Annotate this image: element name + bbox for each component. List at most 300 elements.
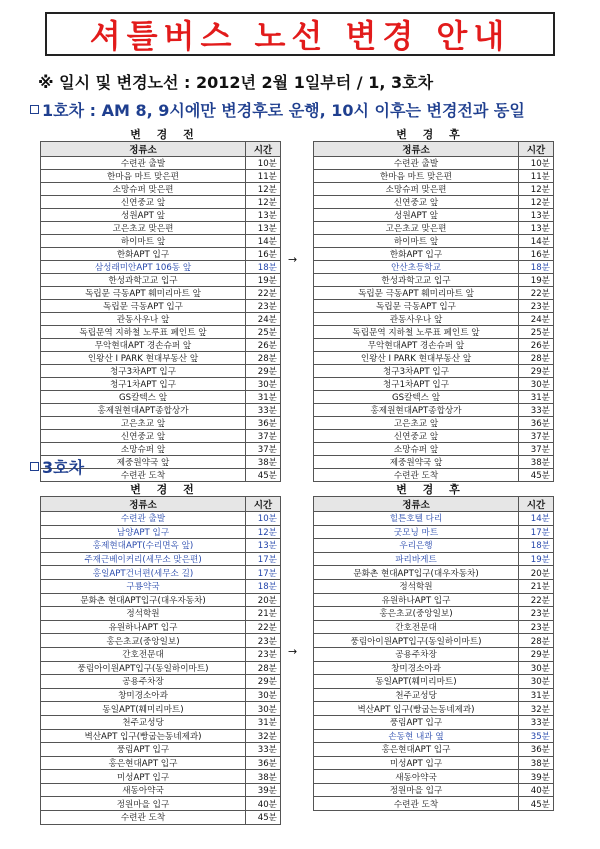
stop-name: 소망슈퍼 맞은편 [314, 183, 519, 196]
table-row [41, 715, 281, 729]
stop-time: 30분 [246, 378, 281, 391]
stop-time: 16분 [246, 248, 281, 261]
table-row [41, 287, 281, 300]
stop-name: 수련관 도착 [41, 811, 246, 825]
stop-time: 25분 [246, 326, 281, 339]
stop-name: 풍림APT 입구 [314, 715, 519, 729]
table-row [41, 261, 281, 274]
stop-name: 청구3차APT 입구 [41, 365, 246, 378]
stop-name: 인왕산 I PARK 현대부동산 앞 [41, 352, 246, 365]
stop-name: 홍은현대APT 입구 [314, 743, 519, 757]
stop-time: 18분 [519, 539, 554, 553]
table-row [41, 512, 281, 526]
table-row [41, 634, 281, 648]
stop-time: 25분 [519, 326, 554, 339]
section1-after-table [313, 141, 554, 482]
stop-time: 40분 [246, 797, 281, 811]
stop-header: 정류소 [314, 142, 519, 157]
section3-before-table [40, 496, 281, 825]
table-row [314, 365, 554, 378]
stop-name: 미성APT 입구 [314, 756, 519, 770]
stop-time: 22분 [519, 287, 554, 300]
stop-name: 홍제원현대APT종합상가 [314, 404, 519, 417]
stop-name: 풍림아이원APT입구(동일하이마트) [41, 661, 246, 675]
stop-name: 한마음 마트 맞은편 [314, 170, 519, 183]
stop-time: 39분 [519, 770, 554, 784]
stop-time: 17분 [519, 525, 554, 539]
stop-time: 12분 [246, 525, 281, 539]
table-row [41, 552, 281, 566]
table-row [41, 783, 281, 797]
table-row [314, 539, 554, 553]
table-row [314, 647, 554, 661]
table-row [314, 566, 554, 580]
stop-time: 22분 [519, 593, 554, 607]
table-row [314, 209, 554, 222]
stop-name: 한성과학고교 입구 [41, 274, 246, 287]
table-row [41, 811, 281, 825]
stop-time: 20분 [246, 593, 281, 607]
stop-time: 19분 [519, 274, 554, 287]
section1-heading-text: 1호차 : AM 8, 9시에만 변경후로 운행, 10시 이후는 변경전과 동일 [42, 101, 525, 120]
checkbox-icon [30, 462, 39, 471]
stop-time: 11분 [246, 170, 281, 183]
stop-name: 관동사우나 앞 [41, 313, 246, 326]
table-row [314, 702, 554, 716]
stop-name: 정석학원 [41, 607, 246, 621]
stop-name: 성원APT 앞 [41, 209, 246, 222]
table-row [314, 404, 554, 417]
table-row [314, 661, 554, 675]
stop-name: 청구1차APT 입구 [314, 378, 519, 391]
stop-time: 37분 [246, 443, 281, 456]
stop-time: 14분 [519, 512, 554, 526]
table-row [41, 417, 281, 430]
stop-time: 39분 [246, 783, 281, 797]
stop-name: 홍은초교(중앙일보) [41, 634, 246, 648]
stop-time: 33분 [519, 404, 554, 417]
stop-name: 하이마트 앞 [41, 235, 246, 248]
stop-name: 홍제현대APT(수리면옥 앞) [41, 539, 246, 553]
stop-time: 13분 [519, 209, 554, 222]
stop-name: 수련관 출발 [41, 512, 246, 526]
stop-name: 동일APT(훼미리마트) [41, 702, 246, 716]
section1-before-label: 변 경 전 [130, 128, 200, 141]
stop-name: 신연중교 앞 [41, 196, 246, 209]
table-row [41, 756, 281, 770]
stop-name: 하이마트 앞 [314, 235, 519, 248]
stop-name: 홍은초교(중앙일보) [314, 607, 519, 621]
stop-name: 구룡약국 [41, 579, 246, 593]
stop-name: 천주교성당 [41, 715, 246, 729]
table-row [41, 300, 281, 313]
stop-time: 32분 [519, 702, 554, 716]
stop-time: 29분 [519, 647, 554, 661]
table-row [41, 620, 281, 634]
stop-time: 10분 [246, 512, 281, 526]
stop-time: 19분 [246, 274, 281, 287]
stop-time: 12분 [519, 183, 554, 196]
table-row [314, 675, 554, 689]
table-row [41, 248, 281, 261]
subtitle: ※ 일시 및 변경노선 : 2012년 2월 1일부터 / 1, 3호차 [38, 73, 434, 92]
stop-time: 13분 [246, 209, 281, 222]
stop-name: 창미경소아과 [314, 661, 519, 675]
stop-time: 13분 [246, 222, 281, 235]
stop-time: 23분 [519, 607, 554, 621]
stop-name: 풍림아이원APT입구(동일하이마트) [314, 634, 519, 648]
table-row [314, 183, 554, 196]
stop-name: 성원APT 앞 [314, 209, 519, 222]
table-row [41, 443, 281, 456]
stop-name: 수련관 출발 [41, 157, 246, 170]
table-row [314, 620, 554, 634]
stop-name: 천주교성당 [314, 688, 519, 702]
stop-name: GS칼텍스 앞 [314, 391, 519, 404]
table-row [41, 797, 281, 811]
table-row [314, 688, 554, 702]
table-row [41, 222, 281, 235]
stop-time: 23분 [519, 300, 554, 313]
stop-name: 신연중교 앞 [314, 196, 519, 209]
stop-name: 고은초교 맞은편 [314, 222, 519, 235]
stop-time: 18분 [246, 579, 281, 593]
stop-time: 16분 [519, 248, 554, 261]
stop-time: 38분 [246, 456, 281, 469]
stop-time: 28분 [519, 352, 554, 365]
stop-name: 청구1차APT 입구 [41, 378, 246, 391]
section1-before-table [40, 141, 281, 482]
stop-time: 14분 [519, 235, 554, 248]
stop-name: 고은초교 맞은편 [41, 222, 246, 235]
stop-name: 독립문 극동APT 입구 [314, 300, 519, 313]
table-row [41, 579, 281, 593]
stop-time: 30분 [519, 675, 554, 689]
stop-time: 11분 [519, 170, 554, 183]
table-row [314, 579, 554, 593]
section3-heading-text: 3호차 [42, 458, 85, 477]
time-header: 시간 [519, 142, 554, 157]
table-row [314, 261, 554, 274]
table-row [41, 729, 281, 743]
stop-time: 28분 [519, 634, 554, 648]
stop-time: 37분 [246, 430, 281, 443]
stop-name: 안산초등학교 [314, 261, 519, 274]
stop-name: 새동아약국 [41, 783, 246, 797]
table-row [41, 326, 281, 339]
stop-time: 31분 [246, 391, 281, 404]
table-row [41, 391, 281, 404]
stop-time: 45분 [246, 469, 281, 482]
stop-time: 12분 [246, 183, 281, 196]
table-header [41, 142, 281, 157]
stop-header: 정류소 [314, 497, 519, 512]
stop-name: 간호전문대 [314, 620, 519, 634]
table-row [314, 512, 554, 526]
table-row [314, 235, 554, 248]
stop-name: 공용주차장 [314, 647, 519, 661]
table-row [41, 430, 281, 443]
stop-time: 45분 [519, 469, 554, 482]
table-row [41, 607, 281, 621]
stop-time: 31분 [246, 715, 281, 729]
stop-name: 벽산APT 입구(빵굽는동네제과) [314, 702, 519, 716]
section3-before-label: 변 경 전 [130, 483, 200, 496]
table-row [314, 274, 554, 287]
table-row [314, 222, 554, 235]
stop-name: 독립문 극동APT 입구 [41, 300, 246, 313]
stop-time: 29분 [519, 365, 554, 378]
stop-time: 32분 [246, 729, 281, 743]
stop-time: 18분 [519, 261, 554, 274]
stop-name: 신연중교 앞 [41, 430, 246, 443]
section3-after-table [313, 496, 554, 811]
stop-name: 수련관 도착 [41, 469, 246, 482]
stop-name: 홍제원현대APT종합상가 [41, 404, 246, 417]
stop-name: 힐튼호텔 다리 [314, 512, 519, 526]
stop-time: 22분 [246, 287, 281, 300]
table-row [314, 443, 554, 456]
time-header: 시간 [246, 497, 281, 512]
stop-header: 정류소 [41, 142, 246, 157]
stop-time: 35분 [519, 729, 554, 743]
page-title: 셔틀버스 노선 변경 안내 [89, 17, 511, 55]
stop-time: 10분 [246, 157, 281, 170]
stop-name: 무악현대APT 경손슈퍼 앞 [41, 339, 246, 352]
table-row [314, 469, 554, 482]
stop-name: 동일APT(훼미리마트) [314, 675, 519, 689]
time-header: 시간 [246, 142, 281, 157]
table-row [41, 170, 281, 183]
stop-name: 홍일APT건너편(세무소 길) [41, 566, 246, 580]
table-header [314, 497, 554, 512]
stop-time: 12분 [519, 196, 554, 209]
stop-name: 제중원약국 앞 [314, 456, 519, 469]
table-row [314, 378, 554, 391]
stop-name: 벽산APT 입구(빵굽는동네제과) [41, 729, 246, 743]
stop-name: 유원하나APT 입구 [41, 620, 246, 634]
stop-time: 28분 [246, 352, 281, 365]
stop-name: 우리은행 [314, 539, 519, 553]
stop-name: 간호전문대 [41, 647, 246, 661]
stop-time: 36분 [246, 417, 281, 430]
stop-name: 한화APT 입구 [314, 248, 519, 261]
stop-time: 45분 [246, 811, 281, 825]
stop-time: 38분 [246, 770, 281, 784]
stop-name: 풍림APT 입구 [41, 743, 246, 757]
stop-time: 31분 [519, 688, 554, 702]
stop-time: 18분 [246, 261, 281, 274]
stop-time: 29분 [246, 675, 281, 689]
stop-time: 37분 [519, 430, 554, 443]
table-row [314, 248, 554, 261]
stop-time: 40분 [519, 783, 554, 797]
table-row [314, 729, 554, 743]
table-row [314, 339, 554, 352]
section3-after-label: 변 경 후 [396, 483, 466, 496]
table-row [314, 417, 554, 430]
stop-name: 삼성래미안APT 106동 앞 [41, 261, 246, 274]
table-row [41, 157, 281, 170]
stop-name: 관동사우나 앞 [314, 313, 519, 326]
stop-time: 33분 [519, 715, 554, 729]
stop-name: 소망슈퍼 앞 [41, 443, 246, 456]
stop-time: 36분 [246, 756, 281, 770]
stop-time: 26분 [246, 339, 281, 352]
section3-heading [30, 455, 84, 478]
stop-time: 38분 [519, 456, 554, 469]
section1-after-label: 변 경 후 [396, 128, 466, 141]
table-row [314, 552, 554, 566]
table-row [41, 352, 281, 365]
table-header [41, 497, 281, 512]
stop-name: 파리바게트 [314, 552, 519, 566]
stop-time: 23분 [519, 620, 554, 634]
table-row [314, 770, 554, 784]
title-box [45, 12, 555, 56]
stop-name: 문화촌 현대APT입구(대우자동차) [314, 566, 519, 580]
stop-time: 23분 [246, 300, 281, 313]
stop-name: 손동현 내과 옆 [314, 729, 519, 743]
stop-name: 소망슈퍼 맞은편 [41, 183, 246, 196]
table-row [41, 404, 281, 417]
table-row [41, 183, 281, 196]
table-row [41, 525, 281, 539]
stop-time: 23분 [246, 634, 281, 648]
stop-time: 29분 [246, 365, 281, 378]
table-row [314, 326, 554, 339]
table-row [41, 209, 281, 222]
table-row [41, 196, 281, 209]
stop-name: GS칼텍스 앞 [41, 391, 246, 404]
stop-time: 13분 [246, 539, 281, 553]
stop-time: 10분 [519, 157, 554, 170]
stop-name: 한마음 마트 맞은편 [41, 170, 246, 183]
stop-name: 공용주차장 [41, 675, 246, 689]
stop-name: 인왕산 I PARK 현대부동산 앞 [314, 352, 519, 365]
table-row [314, 456, 554, 469]
stop-time: 17분 [246, 552, 281, 566]
stop-time: 38분 [519, 756, 554, 770]
stop-header: 정류소 [41, 497, 246, 512]
stop-time: 30분 [519, 661, 554, 675]
table-row [314, 196, 554, 209]
table-row [41, 378, 281, 391]
stop-name: 독립문역 지하철 노루표 페인트 앞 [41, 326, 246, 339]
stop-name: 정원마을 입구 [314, 783, 519, 797]
table-row [314, 743, 554, 757]
stop-name: 주재근베이커리(세무소 맞은편) [41, 552, 246, 566]
table-row [41, 661, 281, 675]
stop-time: 21분 [246, 607, 281, 621]
stop-time: 28분 [246, 661, 281, 675]
table-row [41, 593, 281, 607]
stop-time: 30분 [519, 378, 554, 391]
stop-name: 홍은현대APT 입구 [41, 756, 246, 770]
stop-name: 유원하나APT 입구 [314, 593, 519, 607]
stop-time: 36분 [519, 417, 554, 430]
stop-time: 21분 [519, 579, 554, 593]
stop-name: 미성APT 입구 [41, 770, 246, 784]
table-row [314, 391, 554, 404]
table-row [314, 352, 554, 365]
table-row [314, 593, 554, 607]
stop-time: 12분 [246, 196, 281, 209]
stop-time: 36분 [519, 743, 554, 757]
stop-time: 33분 [246, 404, 281, 417]
table-row [41, 339, 281, 352]
table-row [314, 430, 554, 443]
stop-name: 신연중교 앞 [314, 430, 519, 443]
stop-name: 청구3차APT 입구 [314, 365, 519, 378]
table-row [314, 157, 554, 170]
stop-name: 제중원약국 앞 [41, 456, 246, 469]
table-row [314, 607, 554, 621]
table-row [314, 634, 554, 648]
table-row [41, 770, 281, 784]
table-row [41, 566, 281, 580]
table-row [41, 675, 281, 689]
table-row [314, 313, 554, 326]
stop-time: 20분 [519, 566, 554, 580]
table-row [314, 756, 554, 770]
stop-time: 30분 [246, 688, 281, 702]
stop-time: 31분 [519, 391, 554, 404]
stop-name: 한성과학고교 입구 [314, 274, 519, 287]
stop-name: 수련관 도착 [314, 797, 519, 811]
stop-time: 13분 [519, 222, 554, 235]
stop-name: 창미경소아과 [41, 688, 246, 702]
table-row [41, 274, 281, 287]
stop-time: 23분 [246, 647, 281, 661]
stop-name: 독립문 극동APT 훼미리마트 앞 [314, 287, 519, 300]
time-header: 시간 [519, 497, 554, 512]
table-row [41, 365, 281, 378]
table-row [314, 715, 554, 729]
table-row [314, 783, 554, 797]
stop-name: 새동아약국 [314, 770, 519, 784]
stop-name: 한화APT 입구 [41, 248, 246, 261]
arrow-icon: → [288, 645, 298, 658]
table-row [41, 688, 281, 702]
stop-name: 문화촌 현대APT입구(대우자동차) [41, 593, 246, 607]
stop-time: 24분 [246, 313, 281, 326]
table-row [314, 287, 554, 300]
stop-name: 고은초교 앞 [41, 417, 246, 430]
stop-time: 19분 [519, 552, 554, 566]
stop-time: 30분 [246, 702, 281, 716]
table-row [41, 647, 281, 661]
stop-name: 수련관 출발 [314, 157, 519, 170]
stop-name: 굿모닝 마트 [314, 525, 519, 539]
checkbox-icon [30, 105, 39, 114]
stop-time: 14분 [246, 235, 281, 248]
table-row [41, 313, 281, 326]
stop-time: 17분 [246, 566, 281, 580]
stop-time: 24분 [519, 313, 554, 326]
stop-name: 무악현대APT 경손슈퍼 앞 [314, 339, 519, 352]
stop-name: 독립문역 지하철 노루표 페인트 앞 [314, 326, 519, 339]
table-row [314, 170, 554, 183]
stop-time: 22분 [246, 620, 281, 634]
stop-name: 독립문 극동APT 훼미리마트 앞 [41, 287, 246, 300]
stop-time: 37분 [519, 443, 554, 456]
table-row [314, 525, 554, 539]
table-row [314, 797, 554, 811]
stop-time: 26분 [519, 339, 554, 352]
stop-time: 45분 [519, 797, 554, 811]
stop-name: 수련관 도착 [314, 469, 519, 482]
